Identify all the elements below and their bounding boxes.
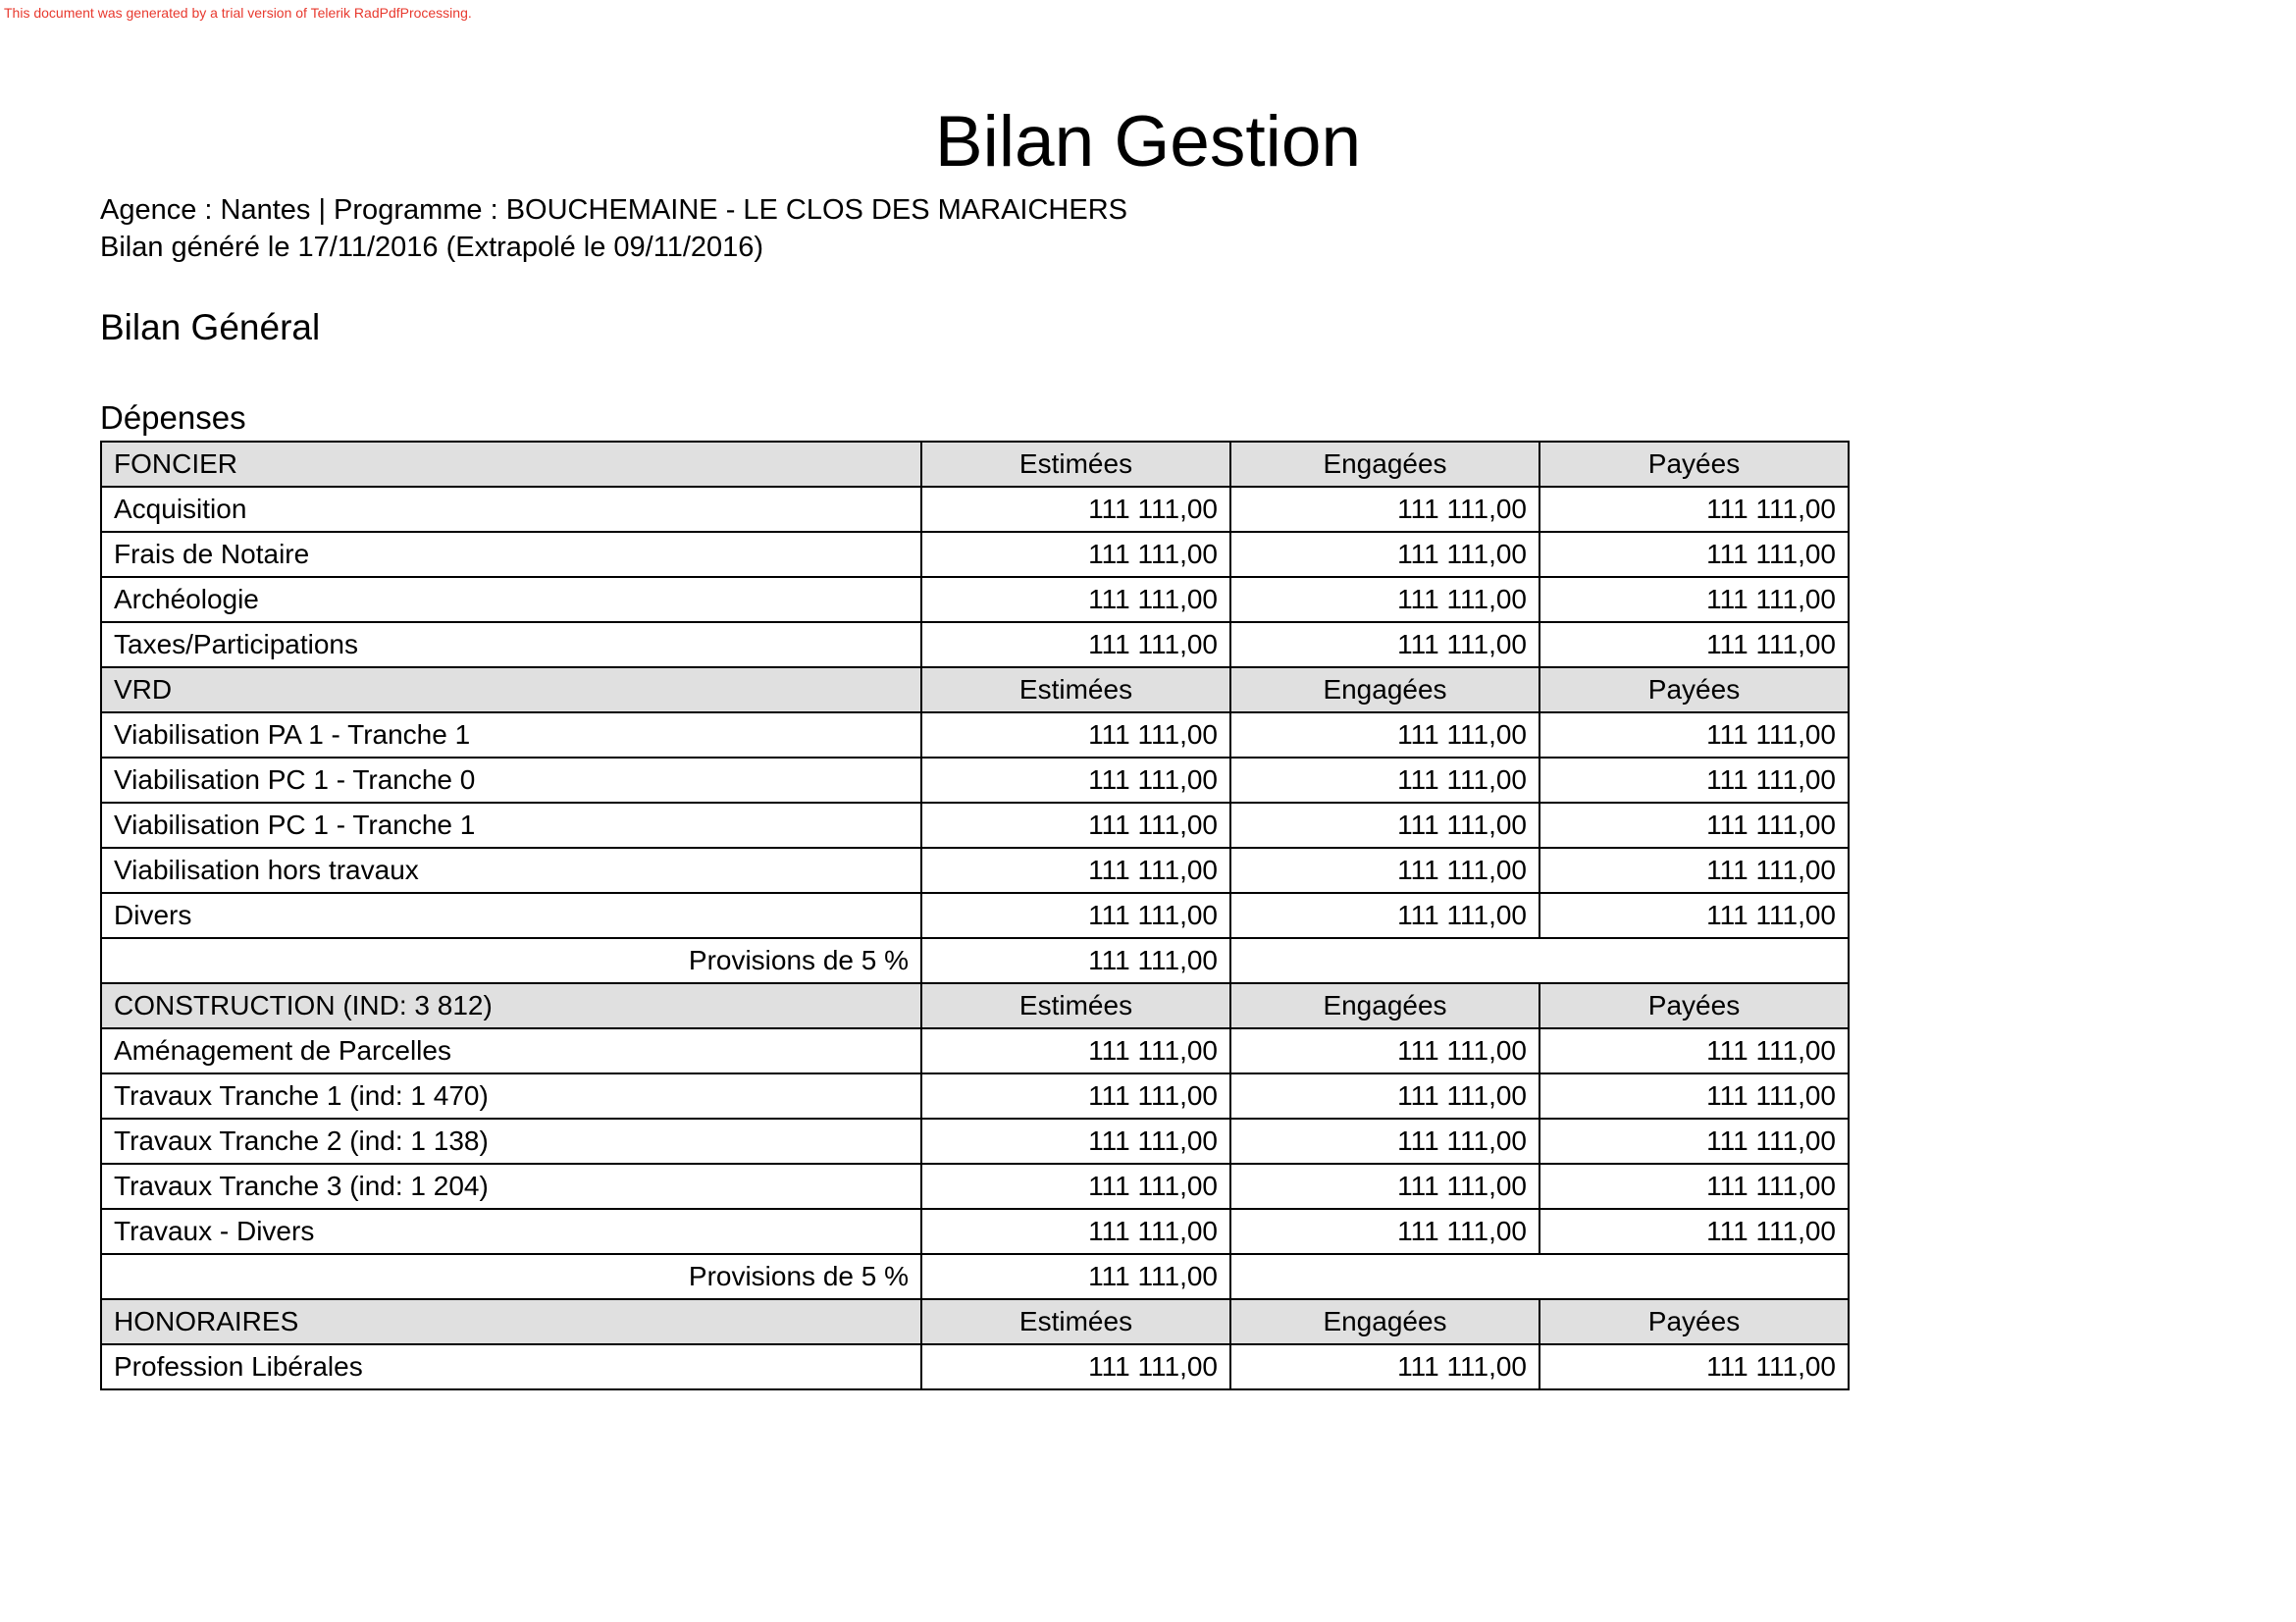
column-header-payees: Payées [1539, 1299, 1849, 1344]
table-row [101, 532, 1849, 577]
table-row [101, 848, 1849, 893]
expenses-table-body [101, 442, 1849, 1389]
table-row [101, 758, 1849, 803]
section-title: Bilan Général [100, 307, 321, 347]
column-header-payees: Payées [1539, 667, 1849, 712]
table-row [101, 1344, 1849, 1389]
row-label: Viabilisation hors travaux [101, 848, 921, 893]
value-engagees: 111 111,00 [1230, 532, 1539, 577]
value-estimees: 111 111,00 [921, 622, 1230, 667]
group-header-row [101, 1299, 1849, 1344]
group-name: HONORAIRES [101, 1299, 921, 1344]
provision-value: 111 111,00 [921, 938, 1230, 983]
group-name: FONCIER [101, 442, 921, 487]
value-engagees: 111 111,00 [1230, 1073, 1539, 1119]
row-label: Travaux Tranche 3 (ind: 1 204) [101, 1164, 921, 1209]
row-label: Aménagement de Parcelles [101, 1028, 921, 1073]
value-payees: 111 111,00 [1539, 1119, 1849, 1164]
row-label: Travaux Tranche 1 (ind: 1 470) [101, 1073, 921, 1119]
value-engagees: 111 111,00 [1230, 622, 1539, 667]
table-row [101, 1119, 1849, 1164]
value-engagees: 111 111,00 [1230, 1209, 1539, 1254]
trial-watermark: This document was generated by a trial version of Telerik RadPdfProcessing. [4, 5, 472, 21]
value-estimees: 111 111,00 [921, 1344, 1230, 1389]
value-payees: 111 111,00 [1539, 893, 1849, 938]
row-label: Viabilisation PA 1 - Tranche 1 [101, 712, 921, 758]
page-title: Bilan Gestion [934, 102, 1362, 182]
column-header-payees: Payées [1539, 442, 1849, 487]
value-payees: 111 111,00 [1539, 622, 1849, 667]
value-engagees: 111 111,00 [1230, 1028, 1539, 1073]
value-estimees: 111 111,00 [921, 1164, 1230, 1209]
column-header-payees: Payées [1539, 983, 1849, 1028]
value-payees: 111 111,00 [1539, 848, 1849, 893]
row-label: Viabilisation PC 1 - Tranche 1 [101, 803, 921, 848]
row-label: Archéologie [101, 577, 921, 622]
group-header-row [101, 983, 1849, 1028]
provision-row [101, 938, 1849, 983]
value-estimees: 111 111,00 [921, 758, 1230, 803]
table-row [101, 803, 1849, 848]
column-header-engagees: Engagées [1230, 667, 1539, 712]
column-header-engagees: Engagées [1230, 1299, 1539, 1344]
value-estimees: 111 111,00 [921, 1073, 1230, 1119]
value-engagees: 111 111,00 [1230, 1344, 1539, 1389]
value-estimees: 111 111,00 [921, 803, 1230, 848]
value-engagees: 111 111,00 [1230, 803, 1539, 848]
value-payees: 111 111,00 [1539, 1209, 1849, 1254]
value-payees: 111 111,00 [1539, 532, 1849, 577]
column-header-engagees: Engagées [1230, 983, 1539, 1028]
value-engagees: 111 111,00 [1230, 893, 1539, 938]
group-name: CONSTRUCTION (IND: 3 812) [101, 983, 921, 1028]
table-row [101, 1073, 1849, 1119]
table-row [101, 622, 1849, 667]
value-estimees: 111 111,00 [921, 1209, 1230, 1254]
table-row [101, 577, 1849, 622]
column-header-estimees: Estimées [921, 442, 1230, 487]
value-engagees: 111 111,00 [1230, 1119, 1539, 1164]
group-header-row [101, 442, 1849, 487]
value-payees: 111 111,00 [1539, 803, 1849, 848]
row-label: Acquisition [101, 487, 921, 532]
expenses-table [100, 441, 1850, 1390]
table-row [101, 1028, 1849, 1073]
value-estimees: 111 111,00 [921, 487, 1230, 532]
table-row [101, 893, 1849, 938]
value-estimees: 111 111,00 [921, 1119, 1230, 1164]
expenses-title: Dépenses [100, 399, 246, 436]
group-name: VRD [101, 667, 921, 712]
column-header-engagees: Engagées [1230, 442, 1539, 487]
provision-empty [1230, 1254, 1849, 1299]
value-estimees: 111 111,00 [921, 893, 1230, 938]
row-label: Travaux - Divers [101, 1209, 921, 1254]
value-engagees: 111 111,00 [1230, 712, 1539, 758]
row-label: Divers [101, 893, 921, 938]
provision-value: 111 111,00 [921, 1254, 1230, 1299]
value-estimees: 111 111,00 [921, 1028, 1230, 1073]
value-payees: 111 111,00 [1539, 1073, 1849, 1119]
table-row [101, 712, 1849, 758]
value-estimees: 111 111,00 [921, 848, 1230, 893]
value-payees: 111 111,00 [1539, 487, 1849, 532]
agency-program-line: Agence : Nantes | Programme : BOUCHEMAINE - LE CLOS DES MARAICHERS [100, 194, 1128, 226]
value-payees: 111 111,00 [1539, 1028, 1849, 1073]
table-row [101, 1164, 1849, 1209]
row-label: Frais de Notaire [101, 532, 921, 577]
value-estimees: 111 111,00 [921, 712, 1230, 758]
value-engagees: 111 111,00 [1230, 758, 1539, 803]
value-payees: 111 111,00 [1539, 577, 1849, 622]
row-label: Profession Libérales [101, 1344, 921, 1389]
column-header-estimees: Estimées [921, 983, 1230, 1028]
value-estimees: 111 111,00 [921, 532, 1230, 577]
value-engagees: 111 111,00 [1230, 487, 1539, 532]
value-payees: 111 111,00 [1539, 712, 1849, 758]
column-header-estimees: Estimées [921, 1299, 1230, 1344]
provision-empty [1230, 938, 1849, 983]
row-label: Travaux Tranche 2 (ind: 1 138) [101, 1119, 921, 1164]
table-row [101, 487, 1849, 532]
provision-label: Provisions de 5 % [101, 1254, 921, 1299]
value-engagees: 111 111,00 [1230, 577, 1539, 622]
value-engagees: 111 111,00 [1230, 848, 1539, 893]
provision-row [101, 1254, 1849, 1299]
row-label: Taxes/Participations [101, 622, 921, 667]
value-engagees: 111 111,00 [1230, 1164, 1539, 1209]
provision-label: Provisions de 5 % [101, 938, 921, 983]
row-label: Viabilisation PC 1 - Tranche 0 [101, 758, 921, 803]
group-header-row [101, 667, 1849, 712]
column-header-estimees: Estimées [921, 667, 1230, 712]
value-payees: 111 111,00 [1539, 758, 1849, 803]
value-estimees: 111 111,00 [921, 577, 1230, 622]
table-row [101, 1209, 1849, 1254]
generated-date-line: Bilan généré le 17/11/2016 (Extrapolé le 09/11/2016) [100, 232, 764, 263]
value-payees: 111 111,00 [1539, 1344, 1849, 1389]
value-payees: 111 111,00 [1539, 1164, 1849, 1209]
